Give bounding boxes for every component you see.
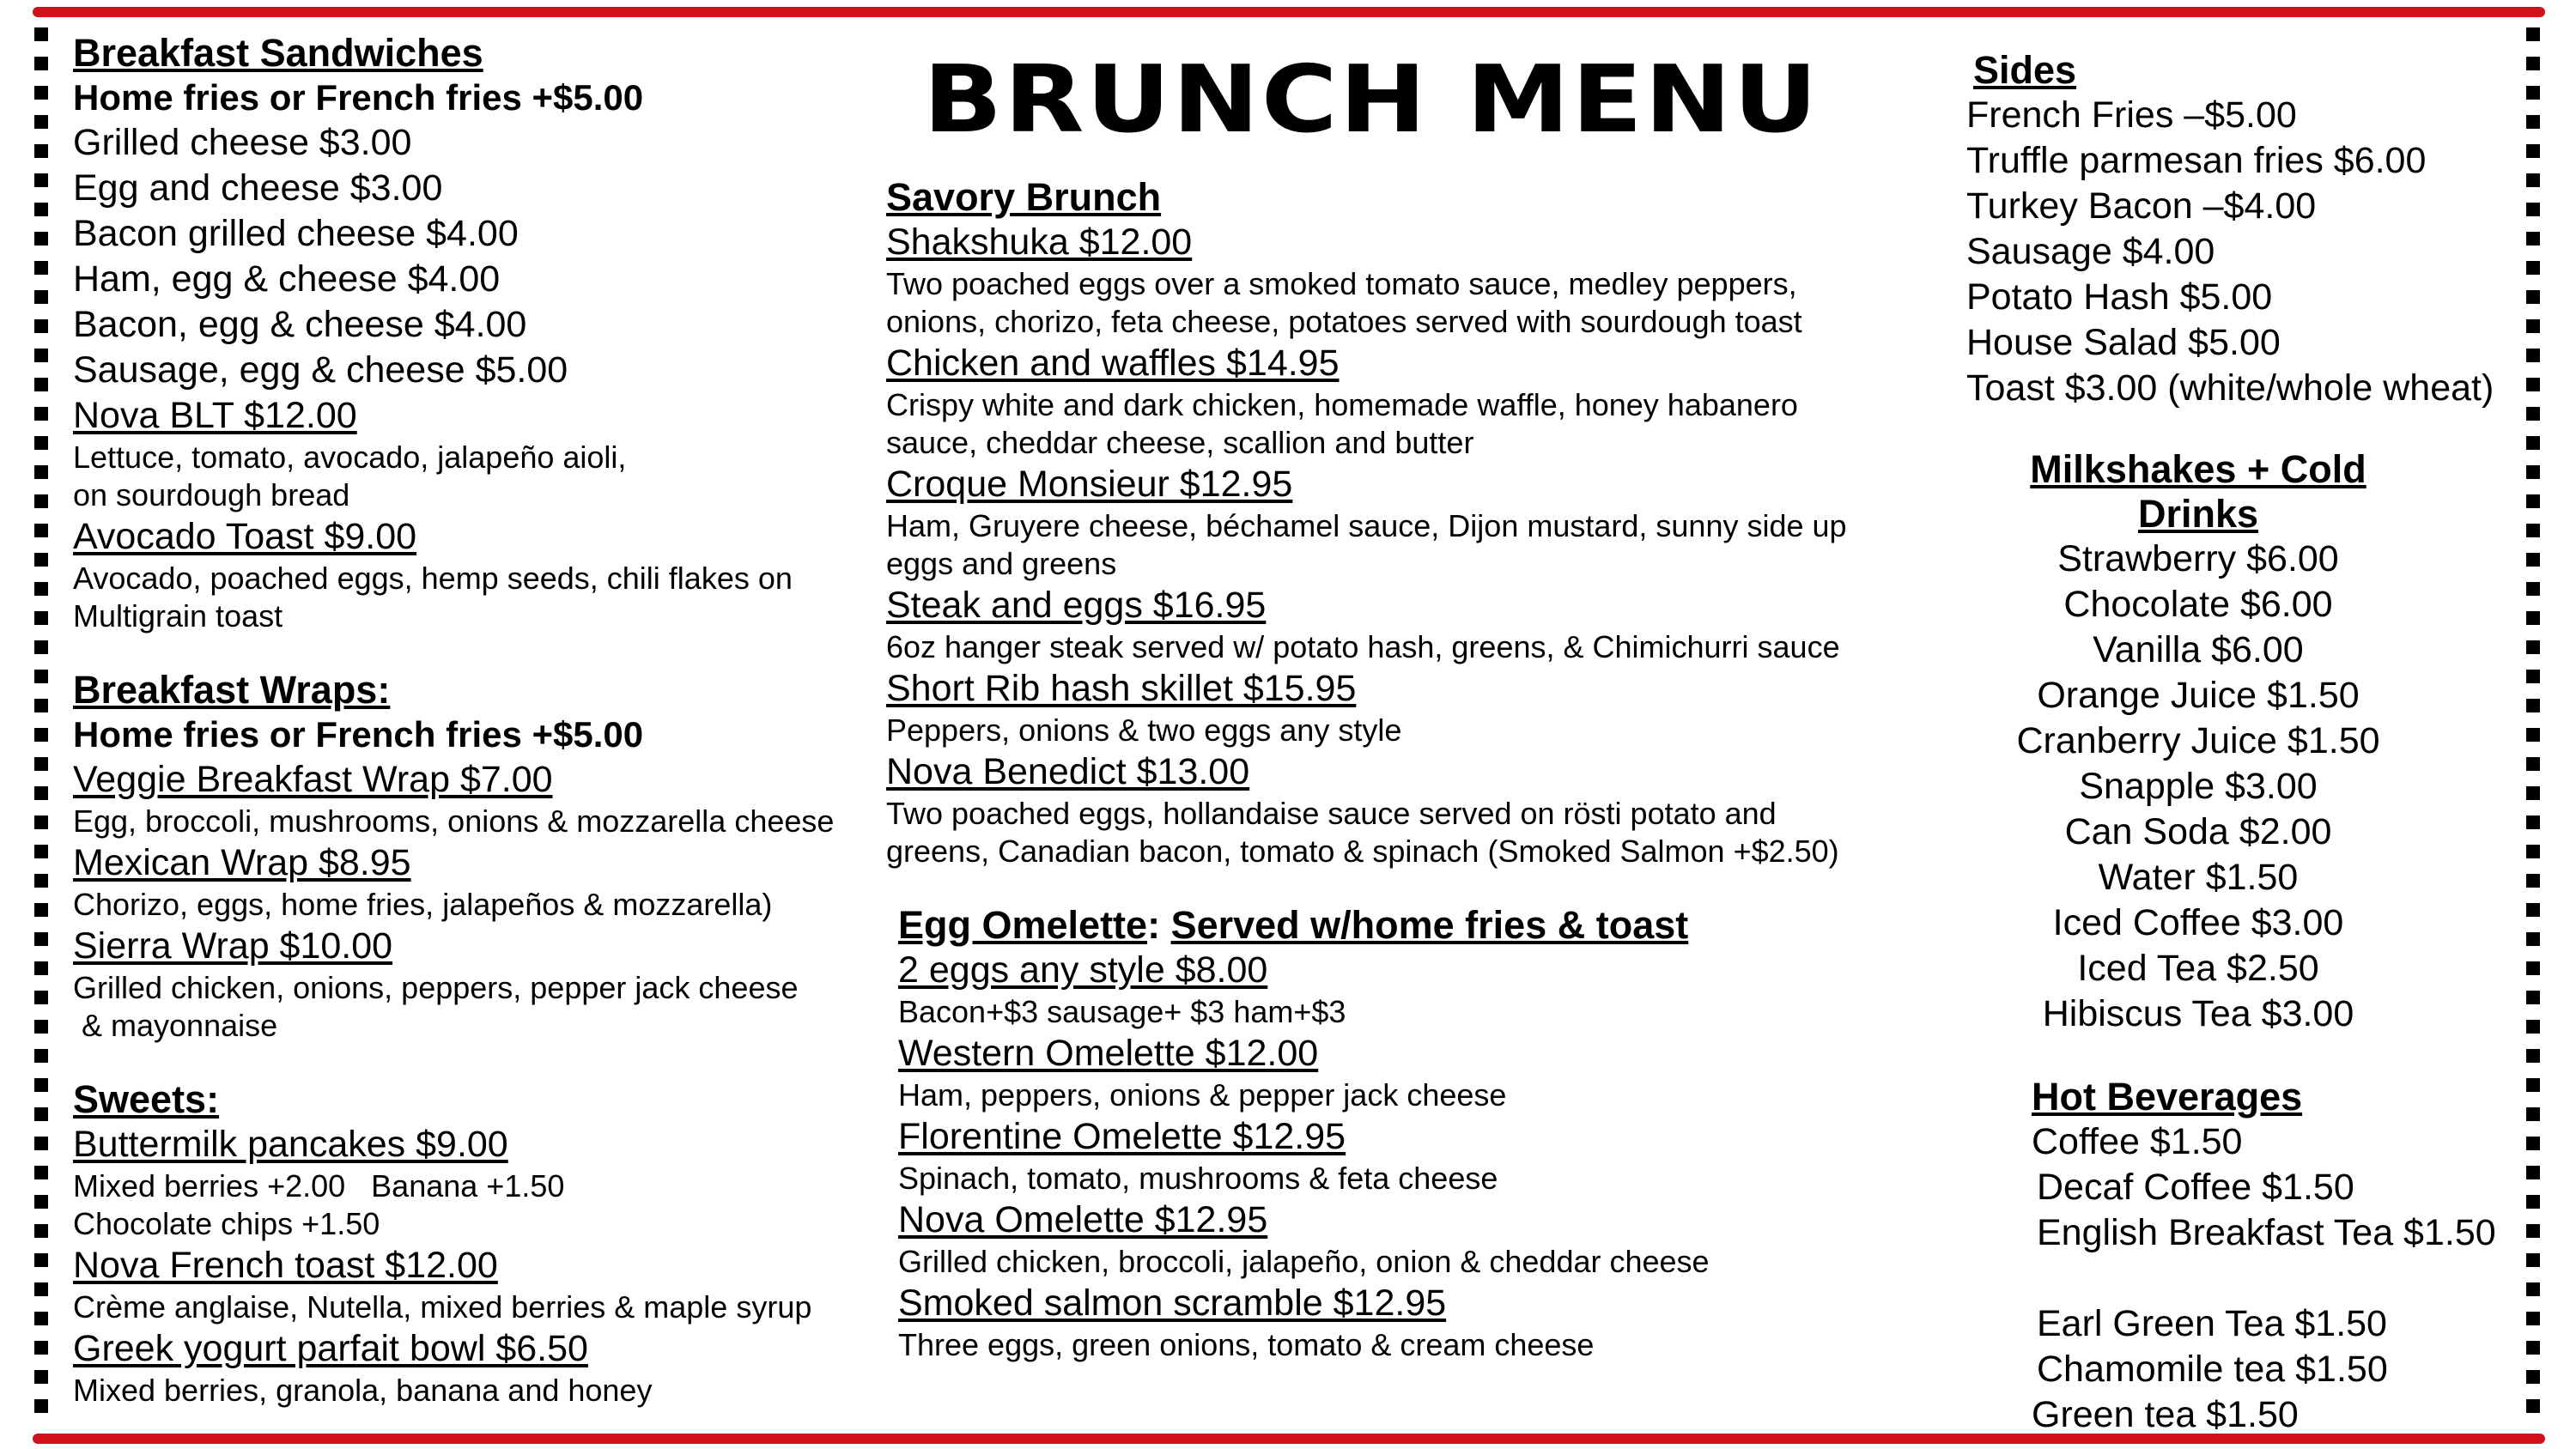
border-dot [34, 27, 48, 41]
border-dot [2526, 1078, 2540, 1092]
border-dot [2526, 961, 2540, 975]
border-dot [34, 786, 48, 800]
border-dot [34, 903, 48, 917]
border-dot [2526, 1137, 2540, 1150]
border-dot [2526, 349, 2540, 362]
border-dot [34, 1195, 48, 1209]
border-dot [2526, 524, 2540, 537]
item-description: Two poached eggs, hollandaise sauce served on rösti potato and [886, 796, 1777, 831]
border-dot [34, 494, 48, 508]
right-column [1966, 48, 2516, 1438]
menu-item-sierra-wrap: Sierra Wrap $10.00 [73, 925, 393, 967]
border-dot [34, 874, 48, 888]
menu-item: House Salad $5.00 [1966, 322, 2281, 363]
border-dot [2526, 494, 2540, 508]
border-dot [34, 582, 48, 596]
border-dot [2526, 1253, 2540, 1267]
border-dot [34, 232, 48, 246]
border-dot [34, 1341, 48, 1355]
border-dot [2526, 728, 2540, 742]
border-dot [2526, 611, 2540, 625]
savory-brunch-section [886, 175, 1951, 870]
menu-item-short-rib-hash: Short Rib hash skillet $15.95 [886, 668, 1357, 709]
menu-item: Coffee $1.50 [2032, 1121, 2243, 1162]
section-heading: Breakfast Sandwiches [73, 31, 483, 75]
menu-item: Strawberry $6.00 [2057, 538, 2339, 579]
menu-item: English Breakfast Tea $1.50 [2037, 1212, 2496, 1253]
item-description: on sourdough bread [73, 477, 350, 512]
menu-item-shakshuka: Shakshuka $12.00 [886, 221, 1193, 263]
menu-item-steak-eggs: Steak and eggs $16.95 [886, 585, 1267, 626]
item-description: Mixed berries +2.00 Banana +1.50 [73, 1168, 565, 1203]
item-description: & mayonnaise [73, 1008, 278, 1043]
border-dot [2526, 57, 2540, 70]
border-dot [34, 173, 48, 187]
border-dot [34, 465, 48, 479]
menu-item-nova-omelette: Nova Omelette $12.95 [898, 1199, 1268, 1240]
border-dot [2526, 436, 2540, 450]
border-dot [34, 1137, 48, 1150]
section-heading: Sides [1973, 48, 2077, 92]
menu-item-mexican-wrap: Mexican Wrap $8.95 [73, 842, 411, 883]
omelette-items [898, 948, 1951, 1364]
middle-column [886, 175, 1951, 1364]
menu-item: Truffle parmesan fries $6.00 [1966, 140, 2427, 181]
omelette-heading-title: Egg Omelette [898, 903, 1148, 947]
menu-item: Sausage, egg & cheese $5.00 [73, 349, 568, 391]
border-dot [2526, 173, 2540, 187]
menu-item: Iced Tea $2.50 [2077, 948, 2319, 989]
left-dotted-border [34, 24, 48, 1425]
border-dot [2526, 845, 2540, 858]
border-dot [2526, 407, 2540, 421]
menu-item: Earl Green Tea $1.50 [2037, 1303, 2387, 1344]
item-description: Three eggs, green onions, tomato & cream cheese [898, 1327, 1595, 1362]
border-dot [2526, 27, 2540, 41]
item-description: Ham, peppers, onions & pepper jack cheese [898, 1077, 1507, 1113]
border-dot [2526, 1224, 2540, 1238]
menu-item-smoked-salmon-scramble: Smoked salmon scramble $12.95 [898, 1282, 1447, 1324]
border-dot [34, 290, 48, 304]
item-description: Mixed berries, granola, banana and honey [73, 1373, 653, 1408]
border-dot [2526, 874, 2540, 888]
menu-item-chicken-waffles: Chicken and waffles $14.95 [886, 343, 1340, 384]
section-heading: Savory Brunch [886, 175, 1162, 219]
border-dot [2526, 1107, 2540, 1121]
menu-item-croque-monsieur: Croque Monsieur $12.95 [886, 464, 1293, 505]
right-dotted-border [2526, 24, 2540, 1425]
fries-addon: Home fries or French fries +$5.00 [73, 714, 644, 755]
menu-item-veggie-wrap: Veggie Breakfast Wrap $7.00 [73, 759, 553, 800]
border-dot [2526, 319, 2540, 333]
border-dot [2526, 1020, 2540, 1034]
border-dot [2526, 115, 2540, 129]
border-dot [34, 991, 48, 1004]
item-description: onions, chorizo, feta cheese, potatoes served with sourdough toast [886, 304, 1802, 339]
sides-section [1966, 48, 2516, 411]
menu-item: Toast $3.00 (white/whole wheat) [1966, 367, 2494, 409]
border-dot [34, 1166, 48, 1179]
item-description: Two poached eggs over a smoked tomato sauce, medley peppers, [886, 266, 1797, 301]
breakfast-sandwiches-section [73, 31, 876, 635]
border-dot [34, 1399, 48, 1413]
item-description: Bacon+$3 sausage+ $3 ham+$3 [898, 994, 1346, 1029]
border-dot [2526, 144, 2540, 158]
menu-item: Cranberry Juice $1.50 [2016, 720, 2380, 761]
border-dot [2526, 1282, 2540, 1296]
border-dot [34, 1253, 48, 1267]
border-dot [34, 1078, 48, 1092]
border-dot [2526, 203, 2540, 216]
menu-item: Decaf Coffee $1.50 [2037, 1167, 2354, 1208]
menu-item: Hibiscus Tea $3.00 [2042, 993, 2354, 1034]
border-dot [2526, 903, 2540, 917]
item-description: sauce, cheddar cheese, scallion and butter [886, 425, 1474, 460]
menu-item: Bacon grilled cheese $4.00 [73, 213, 519, 254]
menu-item: Snapple $3.00 [2079, 766, 2318, 807]
sweets-section [73, 1077, 876, 1410]
border-dot [2526, 991, 2540, 1004]
border-dot [34, 1020, 48, 1034]
border-dot [34, 319, 48, 333]
menu-item: Bacon, egg & cheese $4.00 [73, 304, 527, 345]
item-description: Avocado, poached eggs, hemp seeds, chili flakes on [73, 561, 793, 596]
menu-item: Chamomile tea $1.50 [2037, 1349, 2388, 1390]
border-dot [34, 699, 48, 712]
border-dot [2526, 699, 2540, 712]
border-dot [34, 1282, 48, 1296]
border-dot [34, 436, 48, 450]
border-dot [34, 961, 48, 975]
border-dot [34, 640, 48, 654]
menu-item-western-omelette: Western Omelette $12.00 [898, 1033, 1319, 1074]
border-dot [2526, 670, 2540, 683]
menu-item-parfait: Greek yogurt parfait bowl $6.50 [73, 1328, 588, 1369]
border-dot [34, 1312, 48, 1325]
border-dot [34, 261, 48, 275]
border-dot [2526, 1312, 2540, 1325]
menu-item: Chocolate $6.00 [2063, 584, 2333, 625]
border-dot [34, 407, 48, 421]
item-description: Grilled chicken, onions, peppers, pepper jack cheese [73, 970, 799, 1005]
section-heading: Milkshakes + Cold Drinks [2030, 447, 2366, 536]
border-dot [34, 378, 48, 391]
menu-item: Vanilla $6.00 [2093, 629, 2304, 670]
omelette-heading-note: Served w/home fries & toast [1170, 903, 1689, 947]
left-column [73, 31, 876, 1410]
milkshakes-section [1975, 447, 2421, 1037]
menu-item: Sausage $4.00 [1966, 231, 2215, 272]
menu-item-french-toast: Nova French toast $12.00 [73, 1245, 498, 1286]
border-dot [2526, 640, 2540, 654]
border-dot [2526, 582, 2540, 596]
border-dot [34, 845, 48, 858]
border-dot [34, 815, 48, 829]
menu-item-nova-blt: Nova BLT $12.00 [73, 395, 357, 436]
border-dot [2526, 1370, 2540, 1384]
item-description: 6oz hanger steak served w/ potato hash, greens, & Chimichurri sauce [886, 629, 1840, 664]
item-description: Egg, broccoli, mushrooms, onions & mozzarella cheese [73, 803, 835, 839]
item-description: Crispy white and dark chicken, homemade waffle, honey habanero [886, 387, 1798, 422]
section-heading [898, 903, 1951, 948]
border-dot [2526, 1341, 2540, 1355]
item-description: Grilled chicken, broccoli, jalapeño, onion & cheddar cheese [898, 1244, 1710, 1279]
menu-item: Can Soda $2.00 [2064, 811, 2332, 852]
border-dot [2526, 290, 2540, 304]
border-dot [34, 349, 48, 362]
section-heading: Breakfast Wraps: [73, 668, 391, 712]
menu-item-avocado-toast: Avocado Toast $9.00 [73, 516, 417, 557]
border-dot [34, 524, 48, 537]
hot-beverages-section [2032, 1075, 2516, 1438]
border-dot [2526, 378, 2540, 391]
menu-item: Iced Coffee $3.00 [2052, 902, 2344, 943]
menu-item: Potato Hash $5.00 [1966, 276, 2273, 318]
border-dot [2526, 1399, 2540, 1413]
item-description: Chocolate chips +1.50 [73, 1206, 380, 1241]
item-description: Crème anglaise, Nutella, mixed berries & maple syrup [73, 1289, 812, 1325]
border-dot [2526, 261, 2540, 275]
omelette-heading-separator: : [1147, 903, 1171, 947]
border-dot [34, 1370, 48, 1384]
border-dot [2526, 465, 2540, 479]
border-dot [34, 553, 48, 567]
menu-title: BRUNCH MENU [923, 46, 1820, 154]
border-dot [34, 932, 48, 946]
item-description: Multigrain toast [73, 598, 283, 634]
menu-item: Turkey Bacon –$4.00 [1966, 185, 2317, 227]
border-dot [34, 728, 48, 742]
fries-addon: Home fries or French fries +$5.00 [73, 77, 644, 118]
item-description: eggs and greens [886, 546, 1117, 581]
menu-item: Grilled cheese $3.00 [73, 122, 412, 163]
menu-item-pancakes: Buttermilk pancakes $9.00 [73, 1124, 508, 1165]
egg-omelette-section [886, 903, 1951, 1364]
menu-item: Ham, egg & cheese $4.00 [73, 258, 501, 300]
border-dot [2526, 553, 2540, 567]
border-dot [2526, 757, 2540, 771]
section-heading: Sweets: [73, 1077, 220, 1121]
border-dot [34, 611, 48, 625]
menu-item: Water $1.50 [2098, 857, 2299, 898]
breakfast-wraps-section [73, 668, 876, 1045]
item-description: Ham, Gruyere cheese, béchamel sauce, Dijon mustard, sunny side up [886, 508, 1847, 543]
border-dot [34, 115, 48, 129]
border-dot [34, 1224, 48, 1238]
border-dot [2526, 932, 2540, 946]
menu-item: Egg and cheese $3.00 [73, 167, 443, 209]
border-dot [34, 203, 48, 216]
menu-item-nova-benedict: Nova Benedict $13.00 [886, 751, 1250, 792]
border-dot [2526, 1195, 2540, 1209]
border-dot [34, 144, 48, 158]
border-dot [2526, 232, 2540, 246]
menu-item: Orange Juice $1.50 [2037, 675, 2360, 716]
section-heading: Hot Beverages [2032, 1075, 2303, 1119]
menu-item-two-eggs: 2 eggs any style $8.00 [898, 949, 1268, 991]
item-description: Chorizo, eggs, home fries, jalapeños & mozzarella) [73, 887, 773, 922]
border-dot [2526, 815, 2540, 829]
menu-item-florentine-omelette: Florentine Omelette $12.95 [898, 1116, 1346, 1157]
border-dot [2526, 86, 2540, 100]
border-dot [34, 57, 48, 70]
border-dot [2526, 1049, 2540, 1063]
border-dot [34, 757, 48, 771]
item-description: Spinach, tomato, mushrooms & feta cheese [898, 1161, 1498, 1196]
border-dot [34, 670, 48, 683]
menu-item: Green tea $1.50 [2032, 1394, 2299, 1435]
item-description: Peppers, onions & two eggs any style [886, 712, 1402, 748]
item-description: Lettuce, tomato, avocado, jalapeño aioli, [73, 440, 627, 475]
frame-top-border [33, 7, 2545, 17]
border-dot [34, 86, 48, 100]
item-description: greens, Canadian bacon, tomato & spinach (Smoked Salmon +$2.50) [886, 834, 1839, 869]
border-dot [2526, 786, 2540, 800]
menu-item: French Fries –$5.00 [1966, 94, 2297, 136]
border-dot [34, 1049, 48, 1063]
border-dot [2526, 1166, 2540, 1179]
border-dot [34, 1107, 48, 1121]
